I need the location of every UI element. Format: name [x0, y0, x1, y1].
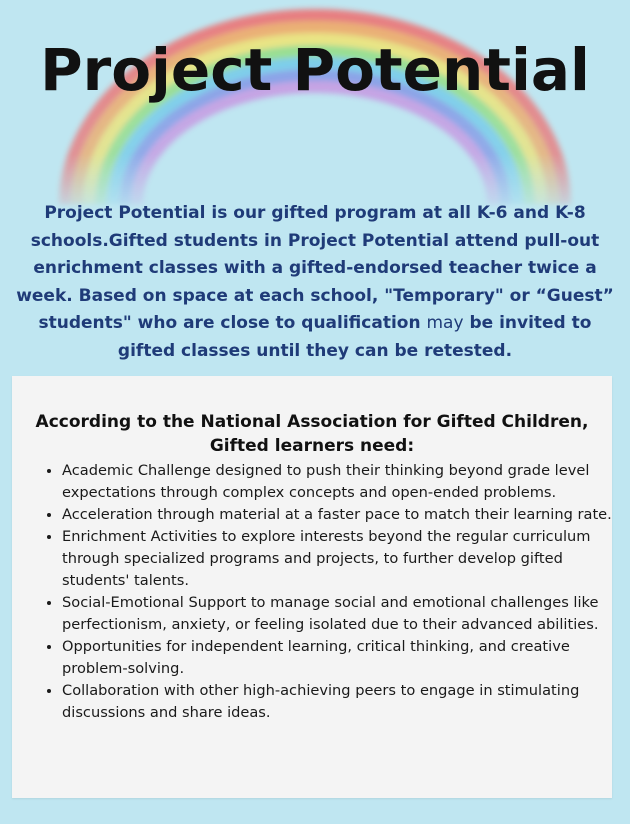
card-heading: According to the National Association for Gifted Children, Gifted learners need:	[35, 412, 589, 456]
list-item: • Social-Emotional Support to manage social and emotional challenges like perfectionism, anxiety, or feeling isolated due to their advanced abilities.	[62, 592, 622, 636]
needs-card	[12, 376, 612, 798]
list-item: • Opportunities for independent learning, critical thinking, and creative problem-solving.	[62, 636, 622, 680]
list-item: • Collaboration with other high-achieving peers to engage in stimulating discussions and share ideas.	[62, 680, 622, 724]
page-title: Project Potential	[40, 36, 590, 104]
intro-text-end: be invited to gifted classes until they can be retested.	[117, 313, 592, 361]
rainbow-graphic	[0, 0, 630, 220]
intro-paragraph	[14, 200, 616, 365]
list-item: • Acceleration through material at a faster pace to match their learning rate.	[62, 504, 622, 526]
list-item: • Academic Challenge designed to push their thinking beyond grade level expectations through complex concepts and open-ended problems.	[62, 460, 622, 504]
needs-list	[32, 460, 622, 724]
intro-text: Project Potential is our gifted program at all K-6 and K-8 schools.Gifted students in Project Potential attend pull-out enrichment classes with a gifted-endorsed teacher twice a week. Based on space at each school, "Temporary" or “Guest” students" who are close to qualification	[16, 203, 614, 333]
list-item: • Enrichment Activities to explore interests beyond the regular curriculum through specialized programs and projects, to further develop gifted students' talents.	[62, 526, 622, 592]
intro-may: may	[426, 313, 464, 333]
